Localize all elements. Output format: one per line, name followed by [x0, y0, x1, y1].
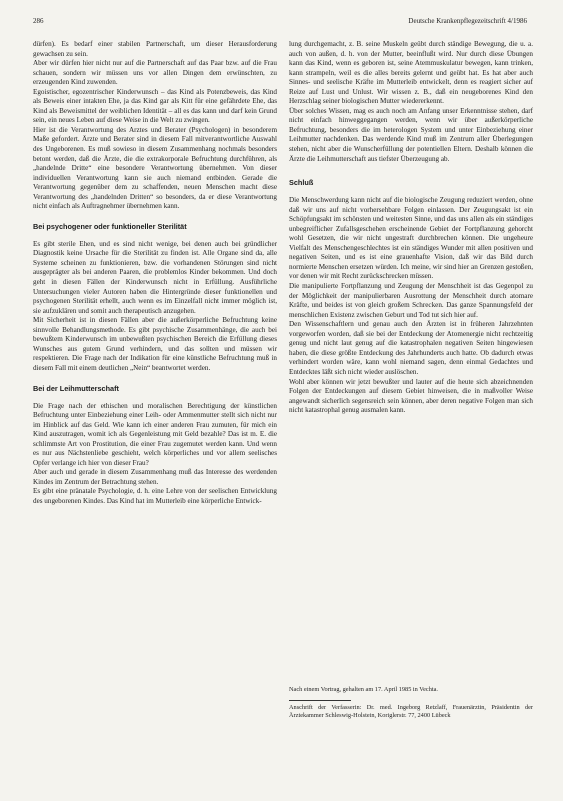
paragraph: Egoistischer, egozentrischer Kinderwunsch – das Kind als Potenzbeweis, das Kind als Beweis einer intakten Ehe, ja das Kind gar als Kitt für eine gefährdete Ehe, das Kind als Beweismittel der weiblichen Identität – all es das kann und darf kein Grund sein, ein neues Leben auf diese Weise in die Welt zu zwingen. [33, 87, 277, 125]
section-heading: Bei der Leihmutterschaft [33, 383, 119, 393]
footnote-source-text: Nach einem Vortrag, gehalten am 17. April 1985 in Vechta. [289, 686, 438, 693]
paragraph: dürfen). Es bedarf einer stabilen Partnerschaft, um dieser Herausforderung gewachsen zu sein. [33, 40, 277, 58]
paragraph: Die Frage nach der ethischen und moralischen Berechtigung der künstlichen Befruchtung unter Einbeziehung einer Leih- oder Ammenmutter stellt sich nicht nur im Hinblick auf das Geld. Wie kann ich einer anderen Frau zumuten, für mich ein Kind auszutragen, womit ich als Gegenleistung mit Geld bezahle? Das ist m. E. die schlimmste Art von Prostitution, die einer Frau zugemutet werden kann. Und wenn es nur aus Nächstenliebe geschieht, welch körperliches und vor allem seelisches Opfer verlange ich hier von dieser Frau? [33, 401, 277, 467]
footnote-rule [289, 700, 351, 701]
page-number: 286 [33, 17, 44, 25]
paragraph: Mit Sicherheit ist in diesen Fällen aber die außerkörperliche Befruchtung keine sinnvolle Behandlungsmethode. Es gibt psychische Zusammenhänge, die auch bei bewußtem Kinderwunsch im unbewußten psychischen Bereich die Erfüllung dieses Wunsches aus gutem Grund verhindern, und das sollten und müssen wir respektieren. Die Frage nach der Indikation für eine künstliche Befruchtung muß in diesem Fall mit einem deutlichen „Nein“ beantwortet werden. [33, 316, 277, 372]
paragraph: Hier ist die Verantwortung des Arztes und Berater (Psychologen) in besonderem Maße gefordert. Ärzte und Berater sind in diesem Fall mitverantwortliche Auswahl des Ungeborenen. Es muß sowieso in diesem Zusammenhang nochmals besonders betont werden, daß die Ärzte, die die extrakorporale Befruchtung durchführen, als „handelnde Dritte“ eine besondere Verantwortung übernehmen. Von dieser individuellen Verantwortung kann sie auch niemand entbinden. Gerade die Verantwortung gegenüber dem zu schaffenden, neuen Menschen macht diese Verantwortung des „handelnden Dritten“ so besonders, da er diese Verantwortung nicht einfach als Auftragnehmer übernehmen kann. [33, 125, 277, 211]
author-address [289, 704, 533, 720]
paragraph: Den Wissenschaftlern und genau auch den Ärzten ist in früheren Jahrzehnten vorgeworfen worden, daß sie bei der Entdeckung der Atomenergie nicht rechtzeitig genug und nicht laut genug auf die katastrophalen negativen Seiten hingewiesen haben, die diese größte Entdeckung des Jahrhunderts auch hatte. Ob dadurch etwas verhindert worden wäre, kann wohl niemand sagen, denn einmal Gedachtes und Entdecktes läßt sich nicht wieder auslöschen. [289, 320, 533, 376]
author-address-text: Anschrift der Verfasserin: Dr. med. Ingeborg Retzlaff, Frauenärztin, Präsidentin der Ärztekammer Schleswig-Holstein, Koriglerstr. 77, 2400 Lübeck [289, 704, 533, 719]
section-heading: Bei psychogener oder funktioneller Sterilität [33, 221, 187, 231]
paragraph: Über solches Wissen, mag es auch noch am Anfang unser Erkenntnisse stehen, darf nicht einfach hinweggegangen werden, wenn wir über außerkörperliche Befruchtung, besonders die im heterologen System und unter Einbeziehung einer Leihmutter nachdenken. Das werdende Kind muß im Zentrum aller Überlegungen stehen, nicht aber die Wunscherfüllung der potentiellen Eltern. Deshalb können die Ärzte die Leihmutterschaft aus tiefster Überzeugung ab. [289, 106, 533, 163]
paragraph: Es gibt eine pränatale Psychologie, d. h. eine Lehre von der seelischen Entwicklung des ungeborenen Kindes. Das Kind hat im Mutterleib eine körperliche Entwick- [33, 487, 277, 505]
footnote-source [289, 686, 533, 694]
right-column [289, 40, 533, 416]
journal-title: Deutsche Krankenpflegezeitschrift 4/1986 [408, 17, 527, 25]
paragraph: lung durchgemacht, z. B. seine Muskeln geübt durch ständige Bewegung, die u. a. auch von außen, d. h. von der Mutter, beeinflußt wird. Nur durch diese Übungen kann das Kind, wenn es geboren ist, seine Atemmuskulatur bewegen, kann trinken, kann strampeln, weil es die alles bereits gelernt und geübt hat. Es hat aber auch Sinnes- und seelische Kräfte im Mutterleib entwickelt, denn es reagiert sicher auf Reize auf Lust und Unlust. Wir wissen z. B., daß ein neugeborenes Kind den Herzschlag seiner biologischen Mutter wiedererkennt. [289, 40, 533, 106]
paragraph: Wohl aber können wir jetzt bewußter und lauter auf die heute sich abzeichnenden Folgen der Entdeckungen auf diesem Gebiet hinweisen, die in maßvoller Weise angewandt sicherlich segensreich sein können, aber deren negative Folgen man sich nicht katastrophal genug ausmalen kann. [289, 377, 533, 415]
paragraph: Die Menschwerdung kann nicht auf die biologische Zeugung reduziert werden, ohne daß wir uns auf nicht vorhersehbare Folgen einlassen. Der Zeugungsakt ist ein Schöpfungsakt im schönsten und weitesten Sinne, und das uns allen als ein ständiges unbegreiflicher Zufallsgeschehen erscheinende Gebiet der Fortpflanzung gehorcht wohl Gesetzen, die wir nicht ungestraft durchbrechen können. Die ungeheure Vielfalt des Menschengeschlechtes ist ein ständiges Wunder mit allen positiven und negativen Seiten, und es ist eine grauenhafte Vision, daß wir das Bild durch normierte Menschen ersetzen würden. Ich meine, wir sind hier an Grenzen gestoßen, vor denen wir mit Recht zurückschrecken müssen. [289, 196, 533, 281]
paragraph: Es gibt sterile Ehen, und es sind nicht wenige, bei denen auch bei gründlicher Diagnostik keine Ursache für die Sterilität zu finden ist. Alle Organe sind da, alle Systeme scheinen zu funktionieren, bzw. die vorhandenen Störungen sind nicht ausgeprägter als bei anderen Paaren, die problemlos Kinder bekommen. Und doch geht in diesen Fällen der Kinderwunsch nicht in Erfüllung. Ausführliche Untersuchungen vieler Autoren haben die Hintergründe dieser funktionellen und psychogenen Sterilität erhellt, auch wenn es im Einzelfall nicht immer möglich ist, sie aufzuklären und somit auch therapeutisch anzugehen. [33, 239, 277, 315]
section-heading: Schluß [289, 178, 314, 188]
paragraph: Die manipulierte Fortpflanzung und Zeugung der Menschheit ist das Gegenpol zu der Möglichkeit der manipulierbaren Ausrottung der Menschheit durch atomare Kräfte, und beides ist von gleich großem Schrecken. Das ganze Spannungsfeld der menschlichen Existenz zwischen Geburt und Tod tut sich hier auf. [289, 282, 533, 319]
paragraph: Aber wir dürfen hier nicht nur auf die Partnerschaft auf das Paar bzw. auf die Frau schauen, sondern wir müssen uns vor allen Dingen dem erwünschten, zu erzeugenden Kind zuwenden. [33, 59, 277, 87]
page-header [33, 17, 527, 29]
left-column [33, 40, 277, 507]
paragraph: Aber auch und gerade in diesem Zusammenhang muß das Interesse des werdenden Kindes im Zentrum der Betrachtung stehen. [33, 468, 277, 486]
